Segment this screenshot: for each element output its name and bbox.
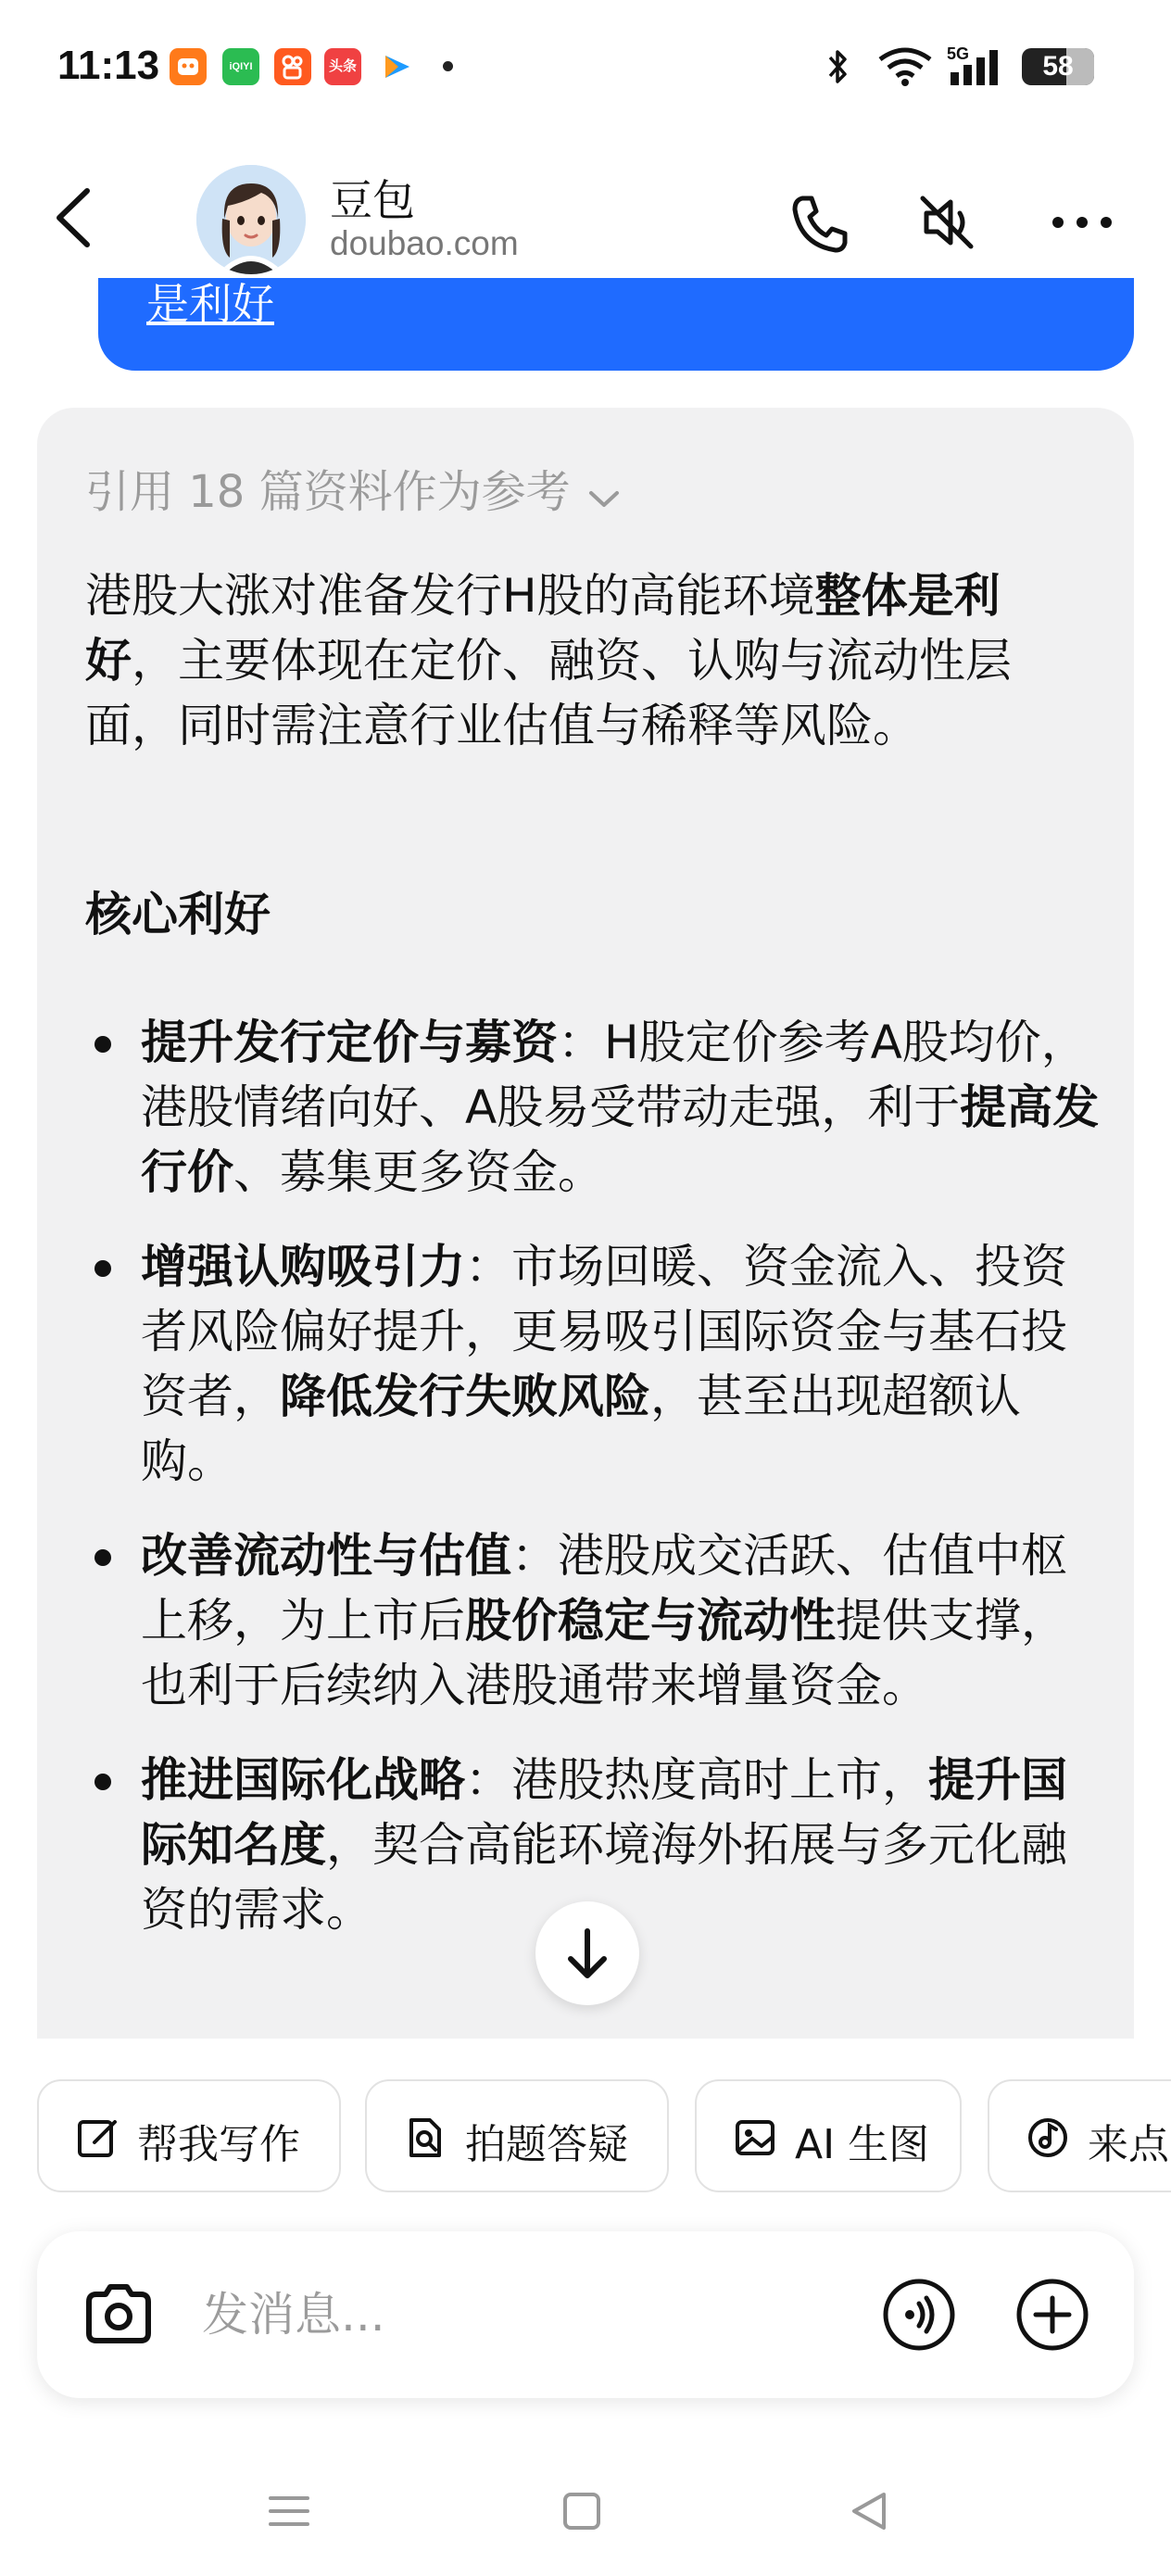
bot-url: doubao.com [330,224,519,262]
references-toggle[interactable] [85,456,621,521]
bot-name: 豆包 [330,175,415,225]
more-horizontal-icon [1045,185,1119,259]
toutiao-app-icon: 头条 [324,48,361,85]
battery-level: 58 [1042,51,1074,82]
bluetooth-icon [819,46,856,91]
quick-action-music[interactable]: 来点 [988,2079,1171,2192]
more-notifications-dot [443,61,453,71]
music-icon [1025,2115,1071,2161]
voice-wave-icon [880,2276,958,2354]
mute-button[interactable] [910,185,984,259]
chat-header [0,148,1171,287]
nav-menu-button[interactable] [261,2483,317,2539]
references-label: 引用 18 篇资料作为参考 [85,466,571,518]
list-item: 增强认购吸引力：市场回暖、资金流入、投资者风险偏好提升，更易吸引国际资金与基石投资者，降低发行失败风险，甚至出现超额认购。 [85,1234,1104,1494]
quick-action-write[interactable]: 帮我写作 [37,2079,341,2192]
call-button[interactable] [782,185,856,259]
message-input[interactable] [202,2278,869,2352]
list-item: 改善流动性与估值：港股成交活跃、估值中枢上移，为上市后股价稳定与流动性提供支撑，也利于后续纳入港股通带来增量资金。 [85,1523,1104,1718]
assistant-answer-card [37,408,1134,2039]
list-item: 推进国际化战略：港股热度高时上市，提升国际知名度，契合高能环境海外拓展与多元化融资的需求。 [85,1748,1104,1942]
image-icon [732,2115,778,2161]
bullet-dot [94,1774,111,1790]
nav-back-button[interactable] [841,2483,897,2539]
chevron-down-icon [587,469,621,521]
square-icon [554,2483,610,2539]
network-type-label: 5G [947,44,970,63]
signal-icon [949,48,1004,91]
scroll-to-bottom-button[interactable] [535,1901,639,2005]
kuaishou-app-icon [274,48,311,85]
user-message-bubble[interactable] [98,278,1134,371]
camera-icon [80,2276,157,2354]
bullet-dot [94,1549,111,1566]
menu-icon [261,2483,317,2539]
back-button[interactable] [48,185,104,250]
section-heading: 核心利好 [85,888,271,941]
status-bar [0,0,1171,139]
scan-question-icon [402,2115,448,2161]
chevron-left-icon [48,185,104,250]
status-time: 11:13 [57,43,160,88]
system-nav-bar [0,2446,1171,2576]
quick-action-ai-image[interactable]: AI 生图 [695,2079,962,2192]
nav-home-button[interactable] [554,2483,610,2539]
more-options-button[interactable] [1045,185,1119,259]
bullet-dot [94,1036,111,1053]
message-composer [37,2231,1134,2398]
iqiyi-app-icon: iQIYI [222,48,259,85]
user-message-text: 是利好 [146,279,274,329]
add-attachment-button[interactable] [1014,2276,1091,2354]
phone-icon [782,185,856,259]
answer-intro-paragraph: 港股大涨对准备发行H股的高能环境整体是利好，主要体现在定价、融资、认购与流动性层面，同时需注意行业估值与稀释等风险。 [85,569,1012,752]
triangle-back-icon [841,2483,897,2539]
bullet-dot [94,1260,111,1277]
quick-action-photo-question[interactable]: 拍题答疑 [365,2079,669,2192]
avatar[interactable] [196,165,306,274]
taobao-app-icon [170,48,207,85]
list-item: 提升发行定价与募资：H股定价参考A股均价，港股情绪向好、A股易受带动走强，利于提高发行价、募集更多资金。 [85,1010,1104,1205]
camera-button[interactable] [80,2276,157,2354]
arrow-down-icon [535,1901,639,2005]
benefits-list [85,1010,1104,1972]
tencent-video-app-icon [378,48,415,85]
edit-icon [74,2115,120,2161]
voice-call-button[interactable] [880,2276,958,2354]
speaker-muted-icon [910,185,984,259]
plus-circle-icon [1014,2276,1091,2354]
battery-icon [1022,48,1094,85]
wifi-icon [876,46,934,91]
quick-actions-bar [0,2079,1171,2194]
